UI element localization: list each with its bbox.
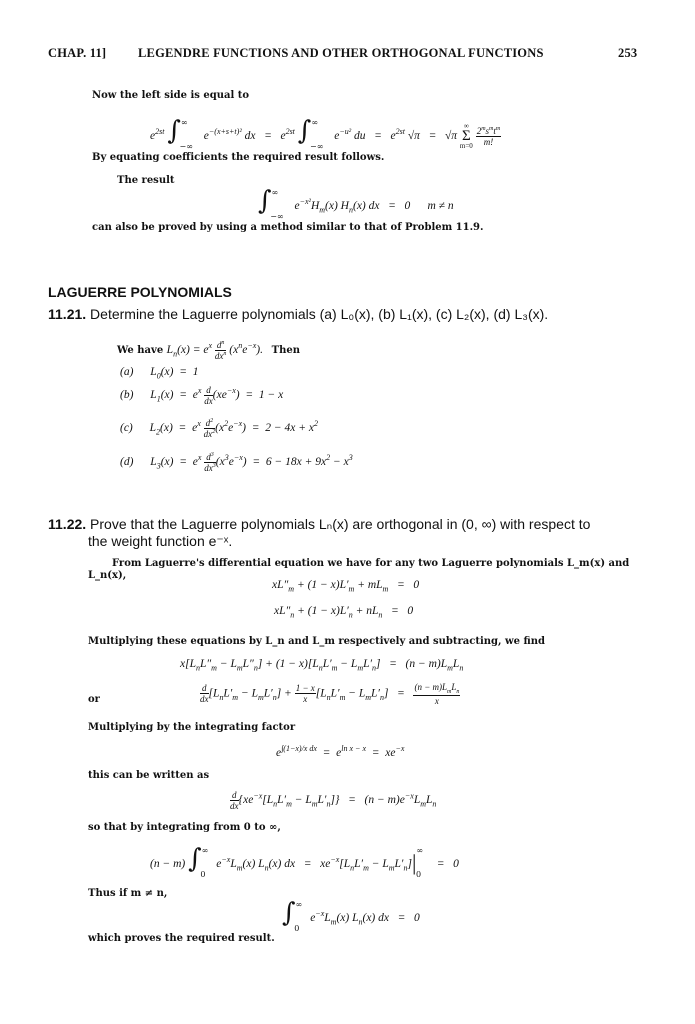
problem-statement-line2: the weight function e⁻ˣ.	[88, 533, 233, 549]
equation-gaussian-integral-render: $e^{2st}$ $\int^\infty_{-\infty}$ $e^{-(x+s+t)^2}$ dx = $e^{2st}$ $\int^\infty_{-\infty}$ $e^{-u^2}$ du = $e^{2st}$ √π = √π ∞ Σ m=0 $2^ms^mt^m$ m!	[150, 116, 501, 151]
equation-integrated: (n − m) $\int^\infty_0$ $e^{-x}L_m(x)$ $L_n(x)$ dx = $xe^{-x}[L_nL'_m - L_mL'_n]|^\infty_0 = 0$	[150, 844, 459, 879]
problem-statement-line1: Prove that the Laguerre polynomials Lₙ(x) are orthogonal in (0, ∞) with respect to	[90, 516, 591, 532]
laguerre-definition: $L_n(x) = e^x$ $d^n$ $dx^n$ $(x^ne^{-x})$. Then	[166, 340, 300, 361]
equating-text: By equating coefficients the required result follows.	[92, 152, 385, 163]
equation-or: $\frac{d}{dx}$ $[L_nL'_m - L_mL'_n]$ + $\frac{1 - x}{x}$ $[L_nL'_m - L_mL'_n]$ = $(n - m)L_mL_n$ x	[200, 682, 460, 706]
multiplying-text: Multiplying these equations by L_n and L_m respectively and subtracting, we find	[88, 636, 545, 647]
part-d-label: (d)	[120, 456, 134, 469]
part-b: (b) $L_1(x) = e^x$ $\frac{d}{dx}$ $(xe^{-x}) = 1 - x$	[120, 385, 284, 406]
equation-integrating-factor: $e^{\int(1-x)/x dx} = e^{ln x - x} = xe^{-x}$	[276, 744, 405, 759]
intro-text: Now the left side is equal to	[92, 90, 250, 101]
equation-hermite-orthogonal	[258, 186, 454, 221]
integrating-text: so that by integrating from 0 to ∞,	[88, 822, 281, 833]
or-text: or	[88, 694, 100, 705]
part-d: (d) $L_3(x) = e^x$ $\frac{d^3}{dx^3}$ $(x^3e^{-x}) = 6 - 18x + 9x^2 - x^3$	[120, 452, 353, 473]
written-as-text: this can be written as	[88, 770, 210, 781]
also-proved-text: can also be proved by using a method similar to that of Problem 11.9.	[92, 222, 484, 233]
page-number: 253	[618, 46, 638, 60]
problem-11-22	[48, 516, 590, 533]
from-laguerre-text-2: L_n(x),	[88, 570, 127, 581]
part-a-label: (a)	[120, 366, 134, 378]
problem-11-21	[48, 306, 548, 322]
proves-text: which proves the required result.	[88, 933, 275, 944]
running-title: LEGENDRE FUNCTIONS AND OTHER ORTHOGONAL FUNCTIONS	[138, 46, 544, 60]
equation-laguerre-n: $xL''_n + (1 - x)L'_n + nL_n = 0$	[274, 605, 414, 620]
equation-laguerre-m: $xL''_m + (1 - x)L'_m + mL_m = 0$	[272, 579, 420, 594]
equation-subtracted: $x[L_nL''_m - L_mL''_n] + (1 - x)[L_nL'_m - L_mL'_n] = (n - m)L_mL_n$	[180, 658, 464, 673]
part-c-label: (c)	[120, 422, 133, 435]
problem-number: 11.21.	[48, 306, 87, 322]
the-result-text: The result	[117, 175, 175, 186]
part-c: (c) $L_2(x) = e^x$ $\frac{d^2}{dx^2}$ $(x^2e^{-x}) = 2 - 4x + x^2$	[120, 418, 318, 439]
problem-statement: Determine the Laguerre polynomials (a) L₀(x), (b) L₁(x), (c) L₂(x), (d) L₃(x).	[90, 306, 549, 322]
chapter-label: CHAP. 11]	[48, 46, 107, 60]
we-have-label: We have	[117, 345, 164, 357]
equation-hermite-orthogonal-render: $\int^\infty_{-\infty}$ $e^{-x^2}H_m(x)$ $H_n(x)$ dx = 0 m ≠ n	[258, 186, 454, 221]
section-heading: LAGUERRE POLYNOMIALS	[48, 284, 232, 300]
from-laguerre-text: From Laguerre's differential equation we have for any two Laguerre polynomials L_m(x) and	[112, 558, 630, 569]
equation-written: $\frac{d}{dx}$ $\{xe^{-x}[L_nL'_m - L_mL'_n]\} = (n - m)e^{-x}L_mL_n$	[230, 790, 437, 811]
integrating-factor-text: Multiplying by the integrating factor	[88, 722, 296, 733]
problem-number: 11.22.	[48, 516, 87, 532]
equation-final: $\int^\infty_0$ $e^{-x}L_m(x)$ $L_n(x)$ dx = 0	[282, 898, 420, 933]
we-have-text	[117, 340, 300, 361]
part-a: (a) $L_0(x) = 1$	[120, 366, 199, 381]
part-b-label: (b)	[120, 389, 134, 402]
thus-text: Thus if m ≠ n,	[88, 888, 168, 899]
equation-gaussian-integral	[150, 116, 501, 150]
